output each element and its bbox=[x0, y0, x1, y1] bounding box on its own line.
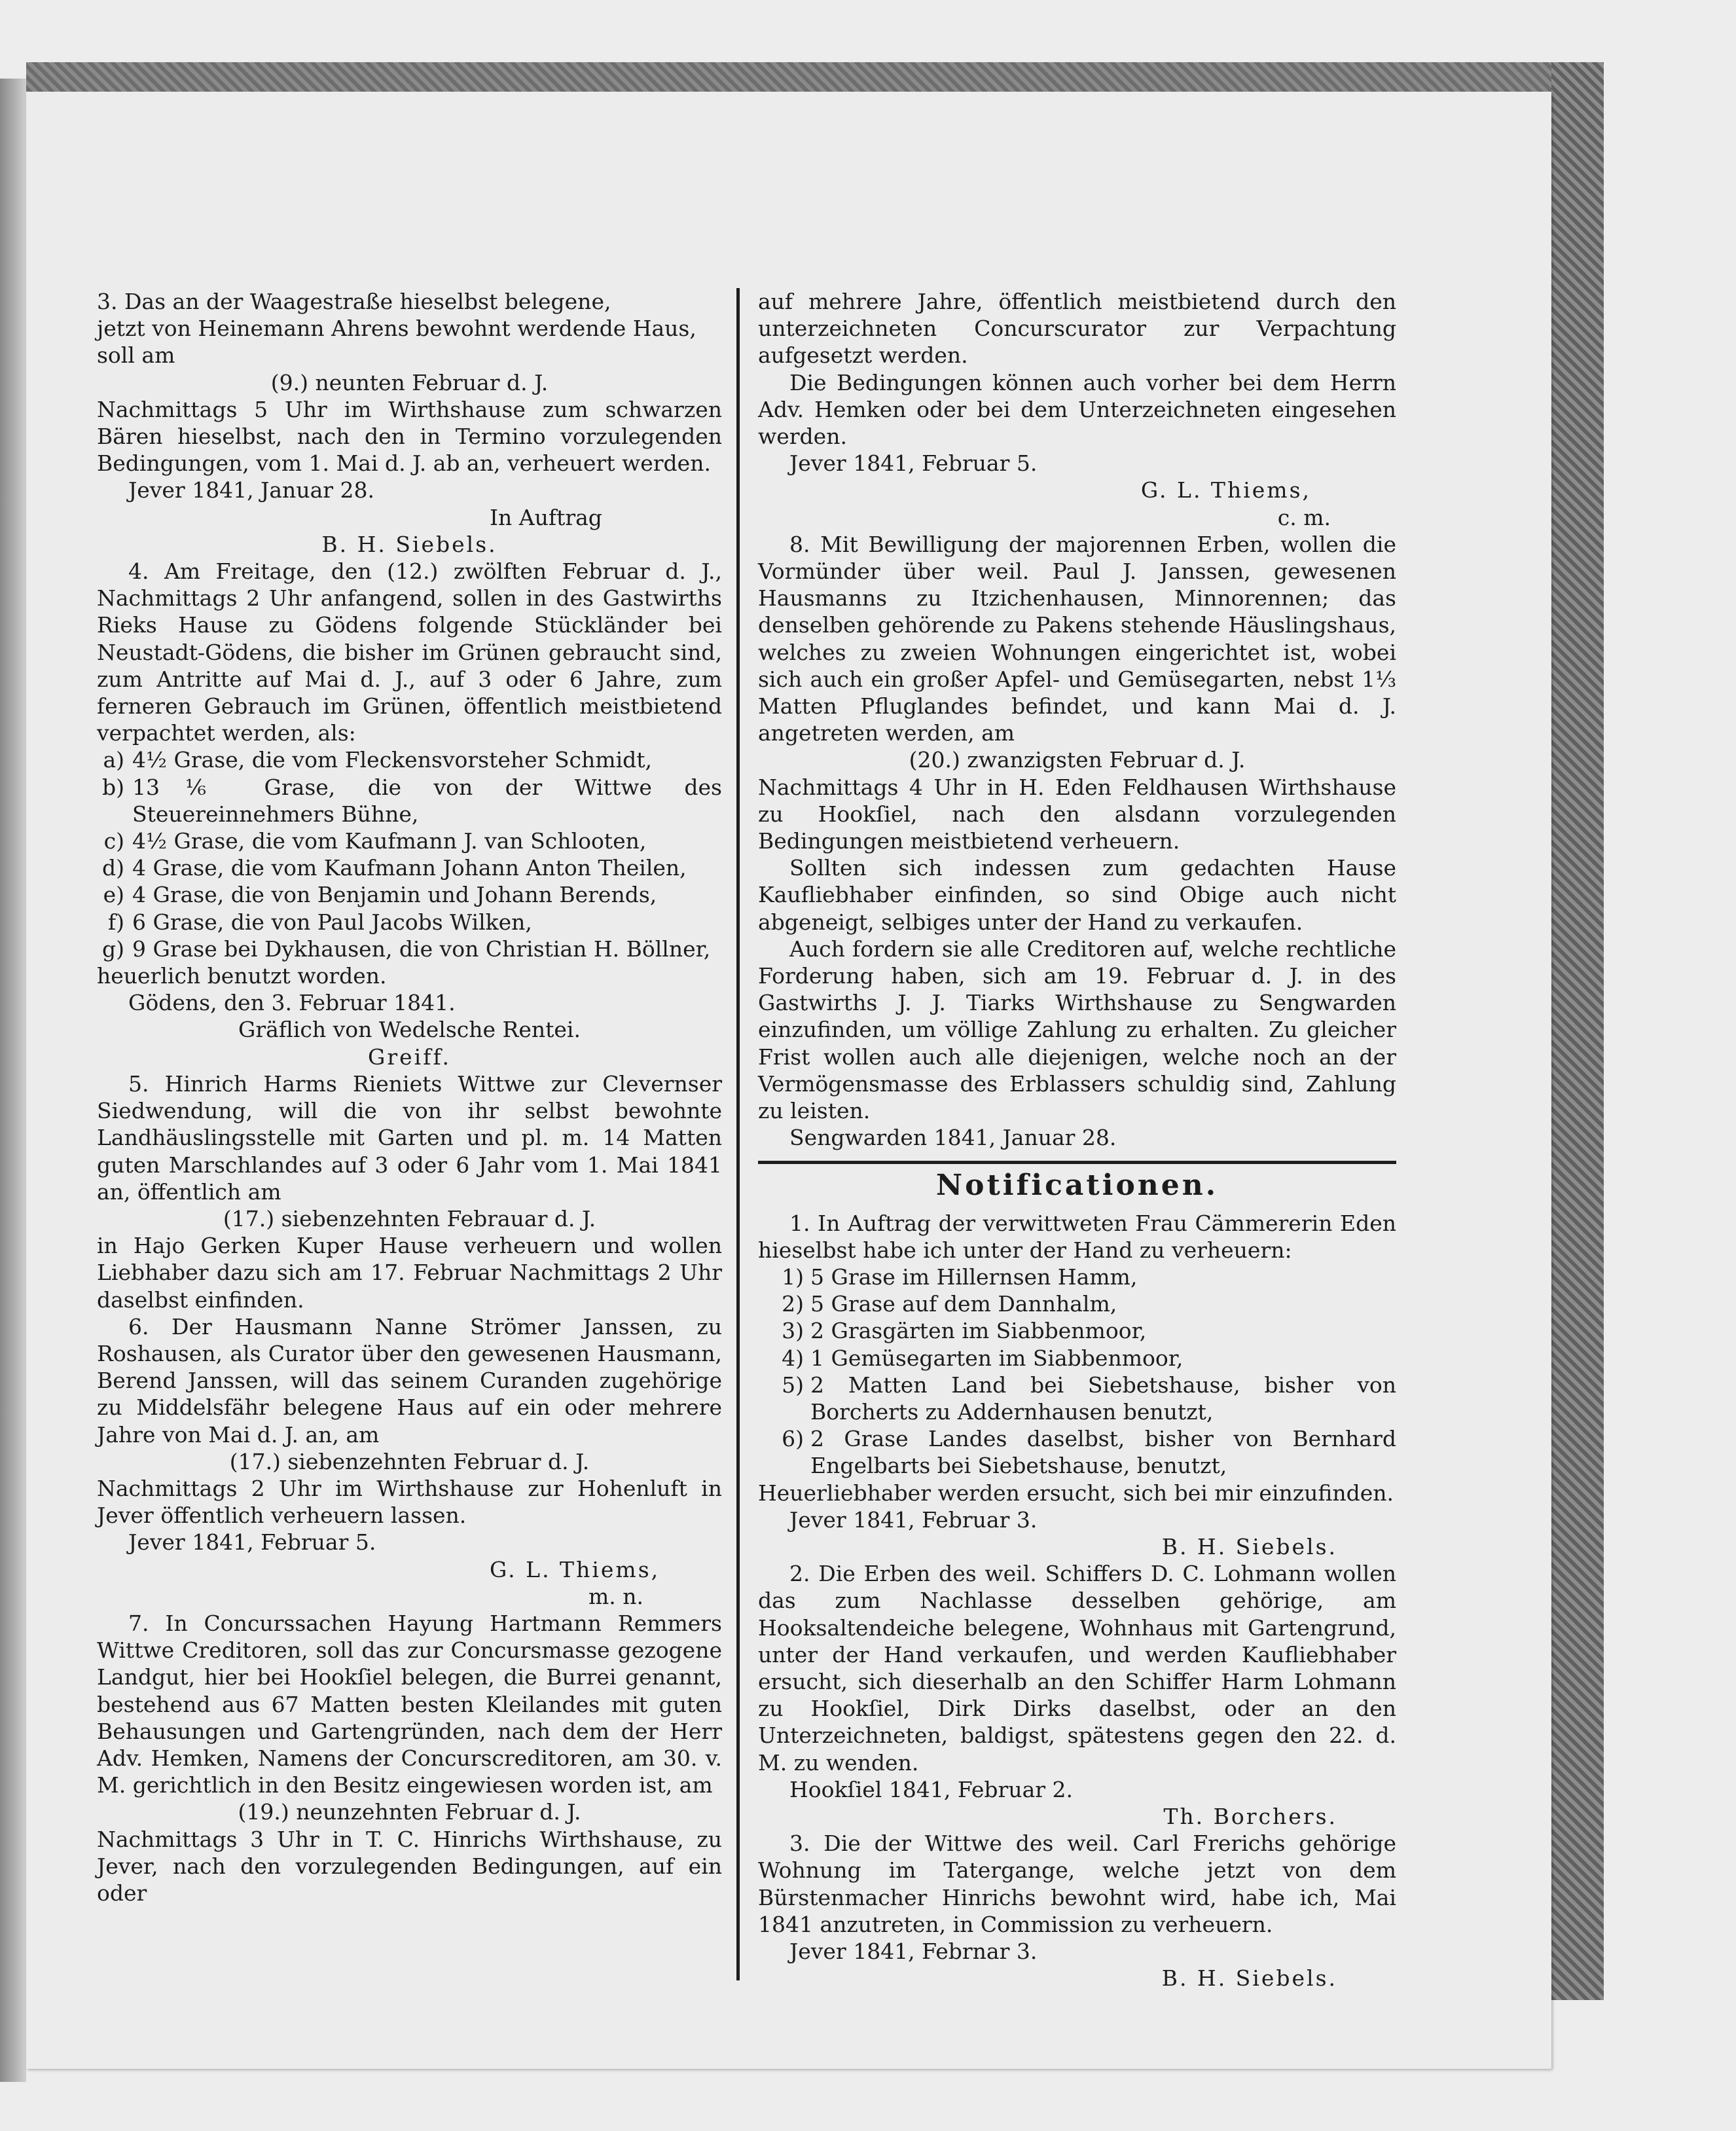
notice-7-continued: auf mehrere Jahre, öffentlich meistbietend durch den unterzeichneten Concurscurator zur Verpachtung aufgesetzt werden. bbox=[758, 289, 1396, 369]
item-text: 4 Grase, die von Benjamin und Johann Berends, bbox=[132, 882, 657, 908]
notice-4-item bbox=[97, 881, 722, 908]
notice-6-signature-suffix: m. n. bbox=[588, 1583, 643, 1609]
item-text: 2 Grasgärten im Siabbenmoor, bbox=[810, 1318, 1147, 1344]
item-label: e) bbox=[103, 882, 124, 908]
notice-3-line-2: jetzt von Heinemann Ahrens bewohnt werdende Haus, bbox=[97, 316, 696, 342]
notification-1-item bbox=[758, 1425, 1396, 1479]
notice-4-item bbox=[97, 746, 722, 773]
notice-8-buyers: Sollten sich indessen zum gedachten Hause Kaufliebhaber einfinden, so sind Obige auch nicht abgeneigt, selbiges unter der Hand zu verkaufen. bbox=[758, 855, 1396, 935]
item-text: 5 Grase auf dem Dannhalm, bbox=[810, 1291, 1117, 1317]
notification-1-item bbox=[758, 1317, 1396, 1344]
notice-7-conditions: Die Bedingungen können auch vorher bei dem Herrn Adv. Hemken oder bei dem Unterzeichneten eingesehen werden. bbox=[758, 369, 1396, 450]
section-title: Notificationen. bbox=[935, 1168, 1219, 1202]
notification-2-signature: Th. Borchers. bbox=[1163, 1803, 1337, 1829]
notice-7-rest: Nachmittags 3 Uhr in T. C. Hinrichs Wirthshause, zu Jever, nach den vorzulegenden Bedingungen, auf ein oder bbox=[97, 1826, 722, 1906]
notice-6-place: Jever 1841, Februar 5. bbox=[128, 1529, 376, 1556]
notice-6-text: 6. Der Hausmann Nanne Strömer Janssen, zu Roshausen, als Curator über den gewesenen Hausmann, Berend Janssen, will das seinem Curanden zugehörige zu Middelsfähr belegene Haus auf ein oder mehrere Jahre von Mai d. J. an, am bbox=[97, 1313, 722, 1448]
newspaper-page bbox=[26, 92, 1551, 2069]
notice-5-rest: in Hajo Gerken Kuper Hause verheuern und wollen Liebhaber dazu sich am 17. Februar Nachmittags 2 Uhr daselbst einfinden. bbox=[97, 1233, 722, 1313]
notification-1-item bbox=[758, 1264, 1396, 1290]
previous-page-edge bbox=[0, 79, 26, 2082]
item-label: 6) bbox=[782, 1426, 804, 1452]
notice-4-text: 4. Am Freitage, den (12.) zwölften Februar d. J., Nachmittags 2 Uhr anfangend, sollen in des Gastwirths Rieks Hause zu Gödens folgende Stückländer bei Neustadt-Gödens, die bisher im Grünen gebraucht sind, zum Antritte auf Mai d. J., auf 3 oder 6 Jahre, zum ferneren Gebrauch im Grünen, öffentlich meistbietend verpachtet werden, als: bbox=[97, 558, 722, 746]
item-text: 2 Grase Landes daselbst, bisher von Bernhard Engelbarts bei Siebetshause, benutzt, bbox=[810, 1426, 1396, 1479]
notice-4-item bbox=[97, 774, 722, 828]
item-label: 1) bbox=[782, 1264, 804, 1290]
notice-8-place: Sengwarden 1841, Januar 28. bbox=[789, 1125, 1117, 1151]
notification-2-place: Hookſiel 1841, Februar 2. bbox=[789, 1776, 1074, 1802]
notice-7-place: Jever 1841, Februar 5. bbox=[789, 450, 1038, 477]
notice-4-item bbox=[97, 909, 722, 936]
item-label: f) bbox=[107, 909, 124, 935]
notice-4-signature: Greiff. bbox=[368, 1044, 451, 1070]
notice-4-item bbox=[97, 854, 722, 881]
item-label: 3) bbox=[782, 1318, 804, 1344]
notification-1-place: Jever 1841, Februar 3. bbox=[789, 1506, 1038, 1533]
notice-3-rest: Nachmittags 5 Uhr im Wirthshause zum schwarzen Bären hieselbst, nach den in Termino vorzulegenden Bedingungen, vom 1. Mai d. J. ab an, verheuert werden. bbox=[97, 396, 722, 477]
notification-3-signature: B. H. Siebels. bbox=[1161, 1965, 1337, 1992]
notice-7-date: (19.) neunzehnten Februar d. J. bbox=[238, 1799, 581, 1825]
item-text: 6 Grase, die von Paul Jacobs Wilken, bbox=[132, 909, 532, 935]
item-label: 5) bbox=[782, 1372, 804, 1398]
notice-3-line-3: soll am bbox=[97, 342, 175, 369]
notice-8-rest: Nachmittags 4 Uhr in H. Eden Feldhausen Wirthshause zu Hookſiel, nach den alsdann vorzulegenden Bedingungen meistbietend verheuern. bbox=[758, 774, 1396, 854]
item-text: 5 Grase im Hillernsen Hamm, bbox=[810, 1264, 1138, 1290]
item-label: d) bbox=[102, 855, 124, 881]
item-text: 4½ Grase, die vom Kaufmann J. van Schlooten, bbox=[132, 828, 647, 854]
notice-6-signature: G. L. Thiems, bbox=[490, 1556, 660, 1582]
notification-1-tail: Heuerliebhaber werden ersucht, sich bei mir einzufinden. bbox=[758, 1480, 1394, 1506]
notice-5-date: (17.) siebenzehnten Febrauar d. J. bbox=[223, 1205, 596, 1231]
notification-3-text: 3. Die der Wittwe des weil. Carl Frerichs gehörige Wohnung im Tatergange, welche jetzt von dem Bürstenmacher Hinrichs bewohnt wird, habe ich, Mai 1841 anzutreten, in Commission zu verheuern. bbox=[758, 1830, 1396, 1937]
notification-1-signature: B. H. Siebels. bbox=[1161, 1533, 1337, 1559]
notification-1-item bbox=[758, 1345, 1396, 1372]
notice-3-signature: B. H. Siebels. bbox=[321, 531, 497, 557]
notification-2-text: 2. Die Erben des weil. Schiffers D. C. Lohmann wollen das zum Nachlasse desselben gehörige, am Hooksaltendeiche belegene, Wohnhaus mit Gartengrund, unter der Hand verkaufen, und werden Kaufliebhaber ersucht, sich dieserhalb an den Schiffer Harm Lohmann zu Hookſiel, Dirk Dirks daselbst, oder an den Unterzeichneten, baldigst, spätestens gegen den 22. d. M. zu wenden. bbox=[758, 1561, 1396, 1776]
item-text: 4 Grase, die vom Kaufmann Johann Anton Theilen, bbox=[132, 855, 687, 881]
notice-4-item bbox=[97, 828, 722, 854]
notice-4-place: Gödens, den 3. Februar 1841. bbox=[128, 990, 456, 1016]
notice-6-date: (17.) siebenzehnten Februar d. J. bbox=[229, 1448, 590, 1474]
notice-7-signature: G. L. Thiems, bbox=[1140, 477, 1311, 503]
notice-6-rest: Nachmittags 2 Uhr im Wirthshause zur Hohenluft in Jever öffentlich verheuern lassen. bbox=[97, 1475, 722, 1529]
left-column bbox=[97, 288, 722, 1906]
item-label: b) bbox=[102, 774, 124, 800]
notice-3-line-1: 3. Das an der Waagestraße hieselbst belegene, bbox=[97, 289, 611, 314]
item-label: 4) bbox=[782, 1345, 804, 1371]
notice-3-date: (9.) neunten Februar d. J. bbox=[270, 369, 549, 395]
section-rule bbox=[758, 1161, 1396, 1164]
notice-5-text: 5. Hinrich Harms Rieniets Wittwe zur Clevernser Siedwendung, will die von ihr selbst bewohnte Landhäuslingsstelle mit Garten und pl. m. 14 Matten guten Marschlandes auf 3 oder 6 Jahr vom 1. Mai 1841 an, öffentlich am bbox=[97, 1070, 722, 1205]
notice-8-creditors: Auch fordern sie alle Creditoren auf, welche rechtliche Forderung haben, sich am 19. Februar d. J. in des Gastwirths J. J. Tiarks Wirthshause zu Sengwarden einzufinden, um völlige Zahlung zu erhalten. Zu gleicher Frist wollen auch alle diejenigen, welche noch an der Vermögensmasse des Erblassers schuldig sind, Zahlung zu leisten. bbox=[758, 936, 1396, 1124]
notice-7-signature-suffix: c. m. bbox=[1277, 504, 1331, 530]
item-text: 4½ Grase, die vom Fleckensvorsteher Schmidt, bbox=[132, 747, 653, 773]
right-column bbox=[758, 288, 1396, 1992]
item-text: 2 Matten Land bei Siebetshause, bisher von Borcherts zu Addernhausen benutzt, bbox=[810, 1372, 1396, 1425]
notice-3-place: Jever 1841, Januar 28. bbox=[128, 477, 374, 503]
notification-1-item bbox=[758, 1372, 1396, 1425]
item-label: g) bbox=[102, 936, 124, 962]
item-text: 1 Gemüsegarten im Siabbenmoor, bbox=[810, 1345, 1184, 1371]
item-label: a) bbox=[103, 747, 124, 773]
notification-3-place: Jever 1841, Febrnar 3. bbox=[789, 1938, 1038, 1964]
notice-8-text: 8. Mit Bewilligung der majorennen Erben, wollen die Vormünder über weil. Paul J. Janssen, gewesenen Hausmanns zu Itzichenhausen, Minnorennen; das denselben gehörende zu Pakens stehende Häuslingshaus, welches zu zweien Wohnungen eingerichtet ist, wobei sich auch ein großer Apfel- und Gemüsegarten, nebst 1⅓ Matten Pfluglandes befindet, und kann Mai d. J. angetreten werden, am bbox=[758, 531, 1396, 746]
item-label: 2) bbox=[782, 1291, 804, 1317]
notification-1-text: 1. In Auftrag der verwittweten Frau Cämmererin Eden hieselbst habe ich unter der Hand zu verheuern: bbox=[758, 1210, 1396, 1263]
book-cover-right bbox=[1551, 62, 1604, 2000]
item-label: c) bbox=[103, 828, 124, 854]
notice-4-tail: heuerlich benutzt worden. bbox=[97, 963, 387, 989]
item-text: 9 Grase bei Dykhausen, die von Christian H. Böllner, bbox=[132, 936, 711, 962]
column-divider bbox=[736, 288, 740, 1980]
notice-3-auftrag: In Auftrag bbox=[490, 504, 602, 530]
notice-4-office: Gräflich von Wedelsche Rentei. bbox=[238, 1017, 581, 1043]
notice-8-date: (20.) zwanzigsten Februar d. J. bbox=[909, 747, 1246, 773]
notice-7-text: 7. In Concurssachen Hayung Hartmann Remmers Wittwe Creditoren, soll das zur Concursmasse gezogene Landgut, hier bei Hookſiel belegen, die Burrei genannt, bestehend aus 67 Matten besten Kleilandes mit guten Behausungen und Gartengründen, nach dem der Herr Adv. Hemken, Namens der Concurscreditoren, am 30. v. M. gerichtlich in den Besitz eingewiesen worden ist, am bbox=[97, 1610, 722, 1798]
notification-1-item bbox=[758, 1290, 1396, 1317]
notice-4-item bbox=[97, 936, 722, 962]
item-text: 13⅙ Grase, die von der Wittwe des Steuereinnehmers Bühne, bbox=[132, 774, 722, 827]
